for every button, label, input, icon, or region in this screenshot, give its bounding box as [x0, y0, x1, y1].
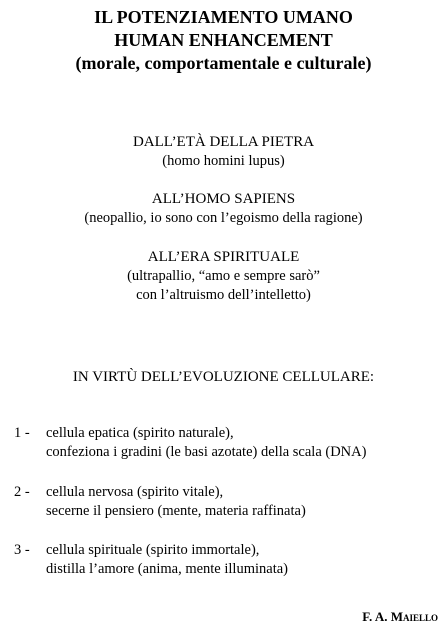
item-line-1: cellula spirituale (spirito immortale), [46, 542, 260, 558]
item-line-2: secerne il pensiero (mente, materia raffinata) [46, 503, 306, 519]
era-subtitle-continued: con l’altruismo dell’intelletto) [136, 287, 311, 303]
era-spiritual [0, 248, 447, 305]
era-heading: ALL’ERA SPIRITUALE [147, 249, 300, 265]
evolution-heading: IN VIRTÙ DELL’EVOLUZIONE CELLULARE: [72, 369, 375, 385]
list-item [14, 483, 439, 521]
list-item [14, 541, 439, 579]
item-line-1: cellula nervosa (spirito vitale), [46, 484, 224, 500]
era-heading: ALL’HOMO SAPIENS [151, 191, 296, 207]
title-line-1: IL POTENZIAMENTO UMANO [94, 7, 353, 27]
item-line-1: cellula epatica (spirito naturale), [46, 425, 234, 441]
title-line-2: HUMAN ENHANCEMENT [114, 30, 333, 50]
author-initials: F. A. [362, 609, 388, 624]
era-heading: DALL’ETÀ DELLA PIETRA [132, 134, 315, 150]
era-stone-age [0, 133, 447, 171]
era-subtitle: (ultrapallio, “amo e sempre sarò” [127, 268, 320, 284]
author-signature [362, 609, 438, 625]
item-number: 2 - [14, 484, 30, 500]
era-subtitle: (neopallio, io sono con l’egoismo della ragione) [84, 210, 363, 226]
title-line-3: (morale, comportamentale e culturale) [75, 53, 372, 73]
item-line-2: confeziona i gradini (le basi azotate) della scala (DNA) [46, 444, 367, 460]
era-subtitle: (homo homini lupus) [162, 153, 285, 169]
item-number: 1 - [14, 425, 30, 441]
author-surname: Maiello [390, 609, 438, 624]
era-homo-sapiens [0, 190, 447, 228]
title-block [0, 6, 447, 75]
list-item [14, 424, 439, 462]
item-line-2: distilla l’amore (anima, mente illuminata) [46, 561, 288, 577]
item-number: 3 - [14, 542, 30, 558]
